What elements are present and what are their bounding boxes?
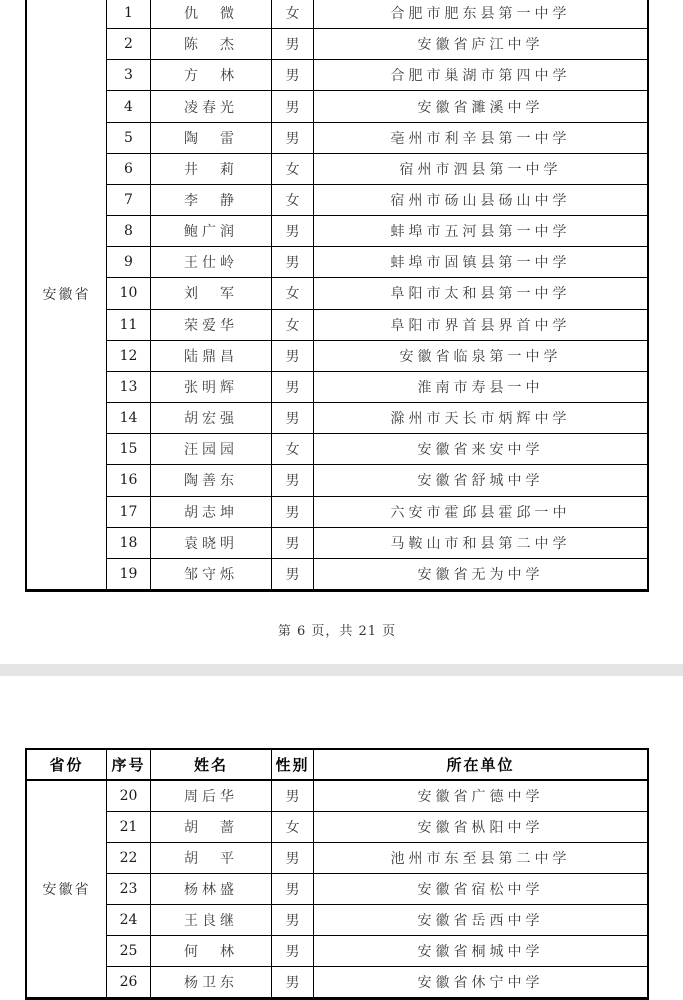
cell-school: 宿州市泗县第一中学 [399, 161, 562, 178]
header-cell-serial: 序号 [107, 750, 151, 779]
cell-name: 胡 平 [151, 843, 272, 873]
table-row [107, 0, 647, 29]
cell-school: 阜阳市界首县界首中学 [390, 317, 571, 334]
cell-serial-number: 8 [107, 216, 151, 246]
cell-serial-number: 2 [107, 29, 151, 59]
cell-gender: 男 [272, 216, 314, 246]
cell-serial-number: 7 [107, 185, 151, 215]
cell-name: 杨林盛 [151, 874, 272, 904]
cell-name: 陈 杰 [151, 29, 272, 59]
cell-serial-number: 9 [107, 247, 151, 277]
table-row [107, 91, 647, 122]
cell-serial-number: 22 [107, 843, 151, 873]
cell-school: 马鞍山市和县第二中学 [390, 535, 571, 552]
cell-name: 刘 军 [151, 278, 272, 308]
cell-name: 胡 蔷 [151, 812, 272, 842]
roster-table-page7 [25, 748, 649, 1000]
table-row [107, 154, 647, 185]
table-row [107, 967, 647, 997]
cell-serial-number: 14 [107, 403, 151, 433]
cell-serial-number: 5 [107, 123, 151, 153]
cell-name: 杨卫东 [151, 967, 272, 997]
cell-gender: 男 [272, 372, 314, 402]
cell-gender: 男 [272, 874, 314, 904]
header-cell-school: 所在单位 [446, 757, 515, 774]
cell-name: 胡宏强 [151, 403, 272, 433]
cell-school: 安徽省庐江中学 [417, 37, 544, 54]
table-row [107, 310, 647, 341]
cell-gender: 男 [272, 559, 314, 589]
cell-school: 蚌埠市五河县第一中学 [390, 224, 571, 241]
cell-school: 滁州市天长市炳辉中学 [390, 411, 571, 428]
cell-serial-number: 20 [107, 781, 151, 811]
table-row [107, 216, 647, 247]
header-cell-gender: 性别 [272, 750, 314, 779]
cell-school: 亳州市利辛县第一中学 [390, 130, 571, 147]
table-body-wrap [27, 781, 647, 997]
cell-serial-number: 21 [107, 812, 151, 842]
cell-name: 周后华 [151, 781, 272, 811]
cell-gender: 男 [272, 936, 314, 966]
table-row [107, 936, 647, 967]
cell-serial-number: 23 [107, 874, 151, 904]
cell-serial-number: 6 [107, 154, 151, 184]
page-separator [0, 664, 683, 676]
cell-name: 陶 雷 [151, 123, 272, 153]
table-row [107, 341, 647, 372]
cell-school: 安徽省临泉第一中学 [399, 348, 562, 365]
province-cell: 安徽省 [27, 781, 107, 997]
cell-school: 安徽省濉溪中学 [417, 99, 544, 116]
cell-school: 六安市霍邱县霍邱一中 [390, 504, 571, 521]
cell-gender: 男 [272, 247, 314, 277]
cell-name: 何 林 [151, 936, 272, 966]
cell-serial-number: 25 [107, 936, 151, 966]
cell-gender: 女 [272, 812, 314, 842]
cell-name: 汪园园 [151, 434, 272, 464]
cell-gender: 男 [272, 905, 314, 935]
cell-serial-number: 3 [107, 60, 151, 90]
cell-gender: 女 [272, 434, 314, 464]
cell-school: 安徽省来安中学 [417, 442, 544, 459]
table-row [107, 465, 647, 496]
table-row [107, 123, 647, 154]
cell-gender: 男 [272, 967, 314, 997]
cell-name: 王仕岭 [151, 247, 272, 277]
table-header-row [27, 750, 647, 781]
cell-name: 胡志坤 [151, 497, 272, 527]
cell-serial-number: 13 [107, 372, 151, 402]
cell-school: 安徽省无为中学 [417, 566, 544, 583]
cell-school: 蚌埠市固镇县第一中学 [390, 255, 571, 272]
cell-school: 安徽省广德中学 [417, 789, 544, 805]
cell-gender: 男 [272, 341, 314, 371]
header-cell-name: 姓名 [151, 750, 272, 779]
cell-name: 鲍广润 [151, 216, 272, 246]
cell-name: 王良继 [151, 905, 272, 935]
cell-name: 井 莉 [151, 154, 272, 184]
cell-gender: 男 [272, 843, 314, 873]
table-row [107, 29, 647, 60]
cell-gender: 女 [272, 278, 314, 308]
table-row [107, 372, 647, 403]
cell-serial-number: 26 [107, 967, 151, 997]
cell-gender: 男 [272, 91, 314, 121]
table-row [107, 434, 647, 465]
cell-school: 安徽省桐城中学 [417, 944, 544, 960]
cell-serial-number: 18 [107, 528, 151, 558]
cell-school: 淮南市寿县一中 [417, 379, 544, 396]
cell-gender: 男 [272, 528, 314, 558]
cell-name: 仇 微 [151, 0, 272, 28]
header-cell-province: 省份 [27, 750, 107, 779]
cell-school: 安徽省枞阳中学 [417, 820, 544, 836]
cell-school: 宿州市砀山县砀山中学 [390, 193, 571, 210]
table-row [107, 60, 647, 91]
table-body [107, 0, 647, 589]
cell-school: 合肥市肥东县第一中学 [390, 6, 571, 23]
cell-name: 方 林 [151, 60, 272, 90]
cell-name: 袁晓明 [151, 528, 272, 558]
cell-gender: 男 [272, 60, 314, 90]
cell-serial-number: 16 [107, 465, 151, 495]
cell-name: 凌春光 [151, 91, 272, 121]
cell-school: 池州市东至县第二中学 [390, 851, 571, 867]
page-7 [0, 676, 683, 1000]
cell-serial-number: 10 [107, 278, 151, 308]
cell-serial-number: 12 [107, 341, 151, 371]
table-row [107, 278, 647, 309]
roster-table-page6 [25, 0, 649, 592]
cell-school: 安徽省岳西中学 [417, 913, 544, 929]
cell-gender: 男 [272, 465, 314, 495]
cell-gender: 男 [272, 123, 314, 153]
table-row [107, 874, 647, 905]
cell-serial-number: 4 [107, 91, 151, 121]
cell-serial-number: 19 [107, 559, 151, 589]
cell-serial-number: 17 [107, 497, 151, 527]
page-number-footer: 第 6 页，共 21 页 [277, 624, 397, 639]
cell-name: 张明辉 [151, 372, 272, 402]
cell-name: 荣爱华 [151, 310, 272, 340]
table-row [107, 559, 647, 589]
cell-gender: 男 [272, 781, 314, 811]
cell-serial-number: 24 [107, 905, 151, 935]
cell-school: 安徽省休宁中学 [417, 975, 544, 991]
cell-name: 陆鼎昌 [151, 341, 272, 371]
cell-name: 李 静 [151, 185, 272, 215]
table-row [107, 497, 647, 528]
table-row [107, 905, 647, 936]
cell-gender: 女 [272, 0, 314, 28]
cell-serial-number: 11 [107, 310, 151, 340]
table-row [107, 843, 647, 874]
cell-gender: 女 [272, 310, 314, 340]
cell-name: 陶善东 [151, 465, 272, 495]
table-row [107, 781, 647, 812]
table-body [107, 781, 647, 997]
table-row [107, 247, 647, 278]
table-row [107, 812, 647, 843]
cell-gender: 女 [272, 185, 314, 215]
cell-gender: 男 [272, 403, 314, 433]
province-cell: 安徽省 [27, 0, 107, 589]
cell-gender: 男 [272, 497, 314, 527]
cell-school: 安徽省舒城中学 [417, 473, 544, 490]
cell-name: 邹守烁 [151, 559, 272, 589]
cell-school: 合肥市巢湖市第四中学 [390, 68, 571, 85]
table-row [107, 528, 647, 559]
cell-serial-number: 15 [107, 434, 151, 464]
cell-serial-number: 1 [107, 0, 151, 28]
cell-gender: 男 [272, 29, 314, 59]
table-row [107, 403, 647, 434]
table-row [107, 185, 647, 216]
cell-school: 安徽省宿松中学 [417, 882, 544, 898]
cell-gender: 女 [272, 154, 314, 184]
cell-school: 阜阳市太和县第一中学 [390, 286, 571, 303]
